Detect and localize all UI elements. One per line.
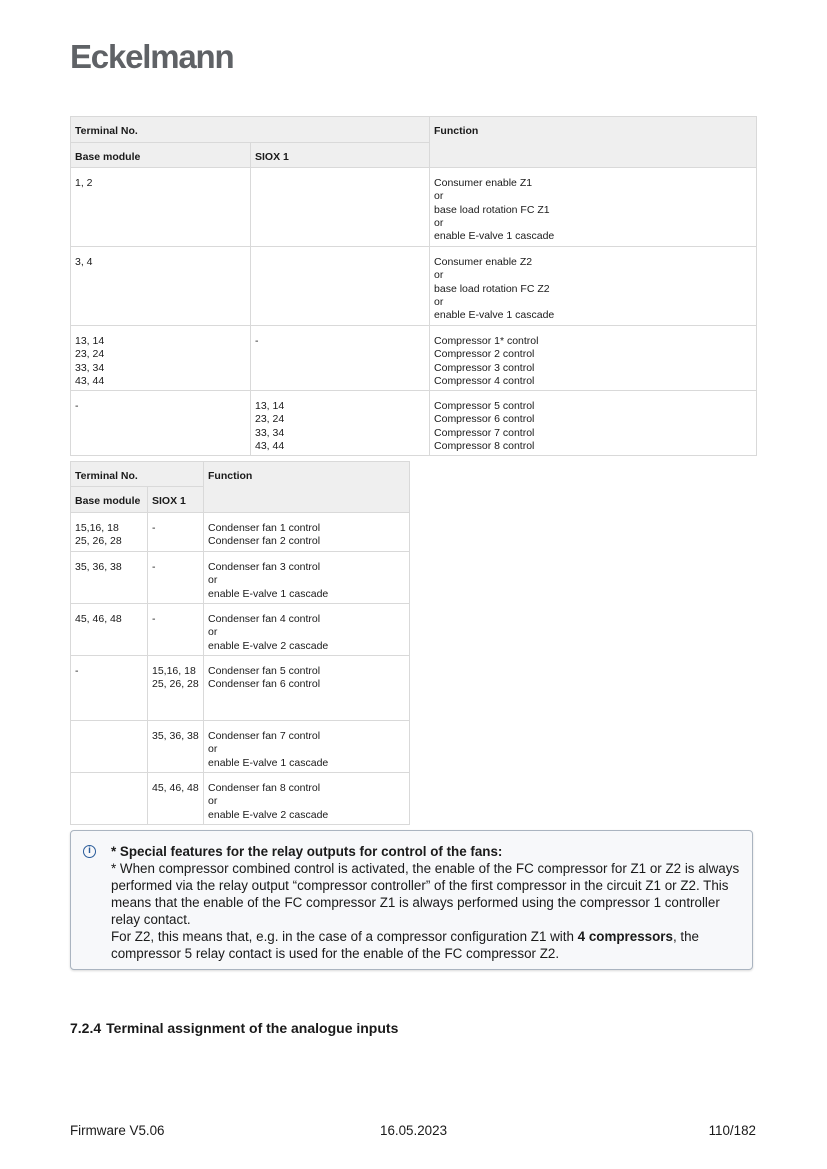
table-row bbox=[71, 513, 410, 552]
cell-line: 45, 46, 48 bbox=[75, 613, 122, 625]
table-row bbox=[71, 773, 410, 825]
function-cell bbox=[204, 721, 410, 773]
table-row bbox=[71, 168, 757, 247]
siox-1-cell bbox=[251, 326, 430, 391]
base-module-cell bbox=[71, 326, 251, 391]
table-row bbox=[71, 247, 757, 326]
table-row bbox=[71, 604, 410, 656]
cell-line: 33, 34 bbox=[255, 426, 285, 439]
cell-line: or bbox=[434, 216, 444, 229]
special-features-note bbox=[70, 830, 753, 970]
function-cell bbox=[204, 773, 410, 825]
cell-line: - bbox=[152, 561, 156, 573]
siox-1-cell bbox=[148, 513, 204, 552]
cell-line: 1, 2 bbox=[75, 177, 93, 189]
cell-line: - bbox=[152, 613, 156, 625]
cell-line: - bbox=[75, 400, 79, 412]
table-row bbox=[71, 721, 410, 773]
table-row bbox=[71, 391, 757, 456]
cell-line: Compressor 8 control bbox=[434, 439, 535, 452]
note-text: For Z2, this means that, e.g. in the case of a compressor configuration Z1 with bbox=[111, 929, 578, 944]
cell-line: 3, 4 bbox=[75, 256, 93, 268]
cell-line: Condenser fan 1 control bbox=[208, 522, 321, 534]
cell-line: or bbox=[434, 269, 444, 282]
cell-line: base load rotation FC Z2 bbox=[434, 282, 550, 295]
table-row bbox=[71, 552, 410, 604]
cell-line: Condenser fan 5 control bbox=[208, 665, 321, 677]
note-body bbox=[111, 843, 743, 962]
cell-line: Compressor 1* control bbox=[434, 335, 539, 347]
base-module-cell bbox=[71, 513, 148, 552]
cell-line: enable E-valve 2 cascade bbox=[208, 639, 329, 652]
note-paragraph-1: * When compressor combined control is activated, the enable of the FC compressor for Z1 or Z2 is always performed via the relay output “compressor controller” of the first compressor in the circuit Z1 or Z2. This means that the enable of the FC compressor Z1 is always performed using the compressor 1 controller relay contact. bbox=[111, 861, 740, 927]
siox-1-cell bbox=[148, 656, 204, 721]
siox-1-cell bbox=[148, 604, 204, 656]
cell-line: - bbox=[152, 522, 156, 534]
function-cell bbox=[430, 391, 757, 456]
siox-1-cell bbox=[148, 552, 204, 604]
cell-line: base load rotation FC Z1 bbox=[434, 203, 550, 216]
cell-line: 23, 24 bbox=[75, 348, 105, 361]
cell-line: 25, 26, 28 bbox=[152, 678, 199, 691]
cell-line: 35, 36, 38 bbox=[75, 561, 122, 573]
function-cell bbox=[204, 656, 410, 721]
footer-page-number: 110/182 bbox=[708, 1123, 756, 1138]
cell-line: Compressor 5 control bbox=[434, 400, 535, 412]
function-cell bbox=[204, 604, 410, 656]
cell-line: enable E-valve 1 cascade bbox=[208, 756, 329, 769]
header-siox-1: SIOX 1 bbox=[148, 487, 204, 513]
base-module-cell bbox=[71, 773, 148, 825]
base-module-cell bbox=[71, 721, 148, 773]
cell-line: or bbox=[208, 626, 218, 639]
function-cell bbox=[430, 247, 757, 326]
cell-line: 25, 26, 28 bbox=[75, 535, 122, 548]
footer-date: 16.05.2023 bbox=[380, 1123, 448, 1138]
base-module-cell bbox=[71, 247, 251, 326]
section-title: Terminal assignment of the analogue inputs bbox=[106, 1020, 399, 1036]
table-row bbox=[71, 656, 410, 721]
siox-1-cell bbox=[148, 721, 204, 773]
eckelmann-logo: Eckelmann bbox=[70, 38, 234, 75]
header-function: Function bbox=[204, 462, 410, 513]
cell-line: Condenser fan 3 control bbox=[208, 561, 321, 573]
header-terminal-no: Terminal No. bbox=[71, 117, 430, 143]
cell-line: Compressor 3 control bbox=[434, 361, 535, 374]
base-module-cell bbox=[71, 656, 148, 721]
cell-line: or bbox=[208, 574, 218, 587]
cell-line: 15,16, 18 bbox=[152, 665, 196, 677]
cell-line: enable E-valve 1 cascade bbox=[434, 309, 555, 322]
header-siox-1: SIOX 1 bbox=[251, 143, 430, 168]
note-text: , the compressor 5 relay contact is used for the enable of the FC compressor Z2. bbox=[111, 929, 700, 961]
info-icon: i bbox=[83, 845, 96, 858]
note-paragraph-2 bbox=[111, 928, 743, 962]
cell-line: 45, 46, 48 bbox=[152, 782, 199, 794]
cell-line: - bbox=[75, 665, 79, 677]
cell-line: 43, 44 bbox=[75, 374, 105, 387]
cell-line: Compressor 6 control bbox=[434, 413, 535, 426]
cell-line: Compressor 2 control bbox=[434, 348, 535, 361]
header-base-module: Base module bbox=[71, 143, 251, 168]
cell-line: 23, 24 bbox=[255, 413, 285, 426]
siox-1-cell bbox=[148, 773, 204, 825]
siox-1-cell bbox=[251, 391, 430, 456]
cell-line: 13, 14 bbox=[255, 400, 285, 412]
footer-firmware: Firmware V5.06 bbox=[70, 1123, 165, 1138]
function-cell bbox=[204, 513, 410, 552]
section-heading bbox=[70, 1020, 398, 1036]
cell-line: Consumer enable Z2 bbox=[434, 256, 533, 268]
base-module-cell bbox=[71, 552, 148, 604]
cell-line: or bbox=[208, 795, 218, 808]
cell-line: 15,16, 18 bbox=[75, 522, 119, 534]
cell-line: enable E-valve 1 cascade bbox=[208, 587, 329, 600]
relay-outputs-table-1 bbox=[70, 116, 757, 456]
cell-line: 35, 36, 38 bbox=[152, 730, 199, 742]
siox-1-cell bbox=[251, 247, 430, 326]
note-title: * Special features for the relay outputs for control of the fans: bbox=[111, 844, 503, 859]
header-base-module: Base module bbox=[71, 487, 148, 513]
cell-line: or bbox=[208, 743, 218, 756]
cell-line: 13, 14 bbox=[75, 335, 105, 347]
function-cell bbox=[430, 326, 757, 391]
function-cell bbox=[204, 552, 410, 604]
base-module-cell bbox=[71, 168, 251, 247]
cell-line: 33, 34 bbox=[75, 361, 105, 374]
function-cell bbox=[430, 168, 757, 247]
cell-line: Consumer enable Z1 bbox=[434, 177, 533, 189]
header-terminal-no: Terminal No. bbox=[71, 462, 204, 487]
cell-line: enable E-valve 1 cascade bbox=[434, 230, 555, 243]
cell-line: enable E-valve 2 cascade bbox=[208, 808, 329, 821]
cell-line: Compressor 4 control bbox=[434, 374, 535, 387]
cell-line: Compressor 7 control bbox=[434, 426, 535, 439]
cell-line: Condenser fan 4 control bbox=[208, 613, 321, 625]
cell-line: or bbox=[434, 190, 444, 203]
cell-line: Condenser fan 2 control bbox=[208, 535, 321, 548]
section-number: 7.2.4 bbox=[70, 1020, 102, 1036]
cell-line: Condenser fan 8 control bbox=[208, 782, 321, 794]
cell-line: - bbox=[255, 335, 259, 347]
table-row bbox=[71, 326, 757, 391]
cell-line: Condenser fan 6 control bbox=[208, 678, 321, 691]
cell-line: or bbox=[434, 295, 444, 308]
cell-line: Condenser fan 7 control bbox=[208, 730, 321, 742]
note-bold-text: 4 compressors bbox=[577, 929, 673, 944]
header-function: Function bbox=[430, 117, 757, 168]
relay-outputs-table-2 bbox=[70, 461, 410, 825]
siox-1-cell bbox=[251, 168, 430, 247]
base-module-cell bbox=[71, 604, 148, 656]
cell-line: 43, 44 bbox=[255, 439, 285, 452]
base-module-cell bbox=[71, 391, 251, 456]
